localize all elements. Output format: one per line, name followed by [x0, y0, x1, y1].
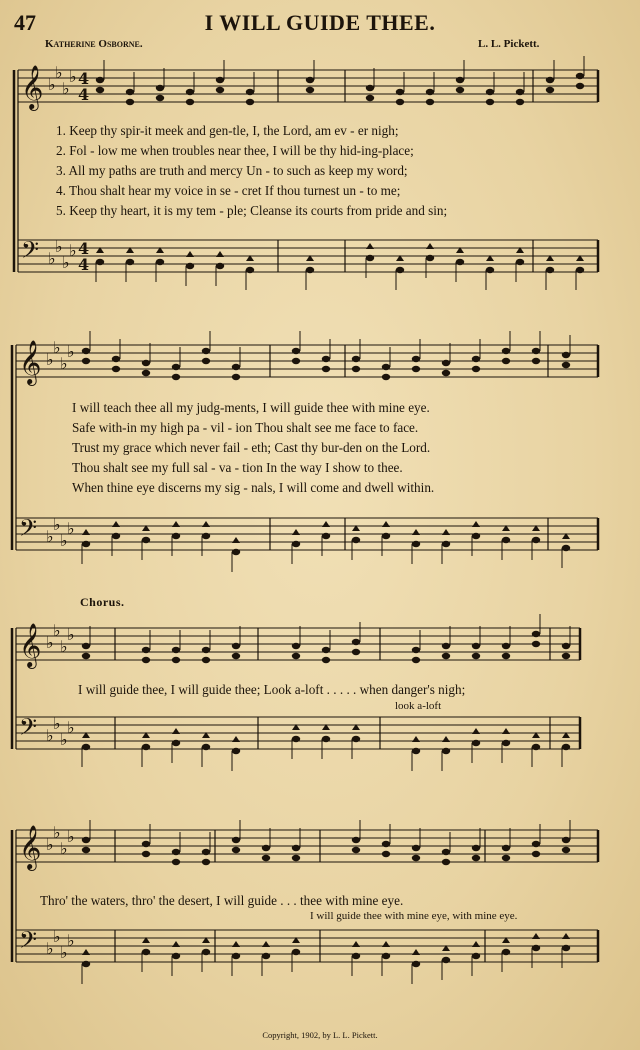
note-head [142, 949, 150, 955]
note-head [202, 744, 210, 750]
note-head [532, 841, 540, 847]
note-head [472, 845, 480, 851]
note-head [82, 358, 90, 364]
note-head [186, 99, 194, 105]
flat-icon: ♭ [67, 625, 75, 644]
note-head [502, 949, 510, 955]
note-head [382, 841, 390, 847]
note-head [306, 87, 314, 93]
flat-icon: ♭ [53, 823, 61, 842]
note-head [186, 251, 194, 257]
time-signature: 4 [78, 69, 90, 88]
note-head [202, 949, 210, 955]
note-head [486, 267, 494, 273]
note-head [396, 99, 404, 105]
note-head [562, 362, 570, 368]
flat-icon: ♭ [53, 338, 61, 357]
note-head [322, 647, 330, 653]
note-head [532, 945, 540, 951]
note-head [562, 545, 570, 551]
note-head [232, 364, 240, 370]
note-head [562, 945, 570, 951]
note-head [82, 643, 90, 649]
note-head [412, 366, 420, 372]
note-head [156, 259, 164, 265]
note-head [442, 541, 450, 547]
note-head [472, 953, 480, 959]
note-head [202, 657, 210, 663]
note-head [292, 949, 300, 955]
note-head [366, 255, 374, 261]
note-head [352, 837, 360, 843]
verse-line: 4. Thou shalt hear my voice in se - cret If thou turnest un - to me; [56, 183, 401, 198]
note-head [82, 837, 90, 843]
flat-icon: ♭ [46, 527, 54, 546]
note-head [352, 649, 360, 655]
note-head [516, 259, 524, 265]
note-head [352, 941, 360, 947]
note-head [232, 837, 240, 843]
note-head [292, 845, 300, 851]
note-head [412, 541, 420, 547]
note-head [352, 639, 360, 645]
note-head [456, 87, 464, 93]
note-head [262, 845, 270, 851]
note-head [202, 348, 210, 354]
note-head [322, 736, 330, 742]
note-head [502, 740, 510, 746]
note-head [472, 366, 480, 372]
flat-icon: ♭ [62, 253, 70, 272]
note-head [442, 653, 450, 659]
note-head [232, 748, 240, 754]
note-head [576, 267, 584, 273]
note-head [262, 941, 270, 947]
flat-icon: ♭ [46, 350, 54, 369]
note-head [382, 941, 390, 947]
note-head [472, 643, 480, 649]
note-head [142, 360, 150, 366]
note-head [442, 748, 450, 754]
chorus-label: Chorus. [80, 595, 125, 609]
hymn-title: I WILL GUIDE THEE. [204, 10, 436, 35]
note-head [412, 657, 420, 663]
note-head [292, 541, 300, 547]
time-signature: 4 [78, 239, 90, 258]
flat-icon: ♭ [67, 827, 75, 846]
author-credit: Katherine Osborne. [45, 38, 143, 50]
note-head [262, 953, 270, 959]
flat-icon: ♭ [60, 730, 68, 749]
note-head [412, 647, 420, 653]
note-head [502, 855, 510, 861]
treble-clef-icon: 𝄞 [19, 340, 42, 384]
note-head [412, 748, 420, 754]
flat-icon: ♭ [55, 237, 63, 256]
note-head [396, 267, 404, 273]
note-head [352, 366, 360, 372]
note-head [82, 529, 90, 535]
flat-icon: ♭ [67, 519, 75, 538]
note-head [292, 643, 300, 649]
note-head [562, 837, 570, 843]
composer-credit: L. L. Pickett. [478, 38, 540, 50]
note-head [292, 529, 300, 535]
verse-line: 2. Fol - low me when troubles near thee, I will be thy hid-ing-place; [56, 143, 414, 158]
note-head [366, 243, 374, 249]
flat-icon: ♭ [60, 531, 68, 550]
note-head [246, 99, 254, 105]
note-head [322, 356, 330, 362]
chorus-lyric-1: I will guide thee, I will guide thee; Look a-loft . . . . . when danger's nigh; [78, 682, 466, 697]
note-head [366, 85, 374, 91]
flat-icon: ♭ [67, 718, 75, 737]
note-head [382, 364, 390, 370]
verse-line: Thou shalt see my full sal - va - tion In the way I show to thee. [72, 460, 403, 475]
treble-clef-icon: 𝄞 [21, 65, 44, 109]
note-head [502, 348, 510, 354]
note-head [532, 641, 540, 647]
note-head [532, 348, 540, 354]
note-head [142, 537, 150, 543]
note-head [412, 961, 420, 967]
note-head [292, 358, 300, 364]
note-head [426, 99, 434, 105]
note-head [412, 529, 420, 535]
flat-icon: ♭ [60, 637, 68, 656]
note-head [172, 657, 180, 663]
chorus-bass-lyric-1: look a-loft [395, 700, 442, 712]
note-head [82, 348, 90, 354]
flat-icon: ♭ [46, 939, 54, 958]
verse-block-1 [56, 121, 447, 221]
note-head [142, 841, 150, 847]
flat-icon: ♭ [60, 839, 68, 858]
note-head [532, 851, 540, 857]
note-head [216, 77, 224, 83]
note-head [352, 356, 360, 362]
note-head [126, 99, 134, 105]
note-head [232, 953, 240, 959]
flat-icon: ♭ [46, 726, 54, 745]
note-head [546, 77, 554, 83]
note-head [216, 263, 224, 269]
note-head [172, 849, 180, 855]
note-head [546, 87, 554, 93]
note-head [306, 77, 314, 83]
note-head [502, 358, 510, 364]
note-head [262, 855, 270, 861]
note-head [216, 251, 224, 257]
note-head [172, 941, 180, 947]
note-head [246, 267, 254, 273]
chorus-bass-lyric-2: I will guide thee with mine eye, with mine eye. [310, 910, 518, 922]
note-head [532, 631, 540, 637]
flat-icon: ♭ [69, 241, 77, 260]
note-head [96, 77, 104, 83]
note-head [472, 855, 480, 861]
verse-line: I will teach thee all my judg-ments, I will guide thee with mine eye. [72, 400, 430, 415]
note-head [112, 366, 120, 372]
flat-icon: ♭ [53, 621, 61, 640]
note-head [472, 521, 480, 527]
note-head [502, 537, 510, 543]
note-head [292, 736, 300, 742]
note-head [232, 653, 240, 659]
note-head [202, 521, 210, 527]
copyright-notice: Copyright, 1902, by L. L. Pickett. [262, 1030, 378, 1040]
flat-icon: ♭ [67, 931, 75, 950]
note-head [246, 89, 254, 95]
note-head [532, 537, 540, 543]
note-head [202, 859, 210, 865]
flat-icon: ♭ [48, 249, 56, 268]
verse-line: Safe with-in my high pa - vil - ion Thou shalt see me face to face. [72, 420, 419, 435]
note-head [112, 356, 120, 362]
note-head [322, 657, 330, 663]
note-head [172, 533, 180, 539]
note-head [486, 89, 494, 95]
note-head [172, 374, 180, 380]
note-head [576, 83, 584, 89]
note-head [472, 941, 480, 947]
note-head [142, 851, 150, 857]
note-head [202, 849, 210, 855]
note-head [232, 847, 240, 853]
bass-clef-icon: 𝄢 [21, 236, 40, 269]
note-head [292, 653, 300, 659]
note-head [442, 736, 450, 742]
note-head [562, 352, 570, 358]
note-head [186, 263, 194, 269]
flat-icon: ♭ [46, 835, 54, 854]
note-head [382, 374, 390, 380]
note-head [456, 259, 464, 265]
note-head [366, 95, 374, 101]
verse-line: When thine eye discerns my sig - nals, I will come and dwell within. [72, 480, 435, 495]
flat-icon: ♭ [55, 63, 63, 82]
note-head [96, 87, 104, 93]
note-head [442, 370, 450, 376]
note-head [172, 521, 180, 527]
note-head [202, 533, 210, 539]
note-head [532, 933, 540, 939]
note-head [352, 847, 360, 853]
bass-clef-icon: 𝄢 [19, 713, 38, 746]
note-head [322, 521, 330, 527]
note-head [412, 949, 420, 955]
note-head [562, 933, 570, 939]
note-head [562, 744, 570, 750]
note-head [82, 961, 90, 967]
note-head [382, 851, 390, 857]
note-head [472, 356, 480, 362]
note-head [172, 953, 180, 959]
note-head [382, 533, 390, 539]
flat-icon: ♭ [53, 515, 61, 534]
flat-icon: ♭ [53, 714, 61, 733]
note-head [232, 736, 240, 742]
note-head [442, 360, 450, 366]
time-signature: 4 [78, 85, 90, 104]
note-head [142, 370, 150, 376]
note-head [442, 957, 450, 963]
note-head [442, 643, 450, 649]
note-head [82, 744, 90, 750]
note-head [202, 358, 210, 364]
note-head [502, 845, 510, 851]
bass-clef-icon: 𝄢 [19, 926, 38, 959]
flat-icon: ♭ [62, 79, 70, 98]
note-head [396, 89, 404, 95]
note-head [426, 255, 434, 261]
flat-icon: ♭ [69, 67, 77, 86]
note-head [126, 89, 134, 95]
note-head [456, 77, 464, 83]
note-head [172, 364, 180, 370]
note-head [82, 847, 90, 853]
note-head [292, 348, 300, 354]
note-head [352, 736, 360, 742]
note-head [562, 653, 570, 659]
note-head [112, 533, 120, 539]
flat-icon: ♭ [46, 633, 54, 652]
note-head [442, 849, 450, 855]
note-head [576, 73, 584, 79]
flat-icon: ♭ [60, 943, 68, 962]
flat-icon: ♭ [48, 75, 56, 94]
note-head [172, 859, 180, 865]
note-head [232, 941, 240, 947]
note-head [562, 847, 570, 853]
note-head [502, 643, 510, 649]
note-head [426, 89, 434, 95]
verse-line: Trust my grace which never fail - eth; Cast thy bur-den on the Lord. [72, 440, 431, 455]
flat-icon: ♭ [67, 342, 75, 361]
note-head [322, 533, 330, 539]
note-head [472, 728, 480, 734]
note-head [156, 95, 164, 101]
bass-clef-icon: 𝄢 [19, 514, 38, 547]
note-head [442, 529, 450, 535]
note-head [82, 949, 90, 955]
note-head [472, 533, 480, 539]
note-head [472, 740, 480, 746]
note-head [142, 744, 150, 750]
note-head [232, 643, 240, 649]
verse-line: 1. Keep thy spir-it meek and gen-tle, I, the Lord, am ev - er nigh; [56, 123, 399, 138]
flat-icon: ♭ [53, 927, 61, 946]
note-head [156, 85, 164, 91]
note-head [142, 647, 150, 653]
note-head [142, 657, 150, 663]
verse-block-2 [72, 398, 434, 498]
note-head [232, 537, 240, 543]
note-head [516, 99, 524, 105]
verse-line: 3. All my paths are truth and mercy Un - to such as keep my word; [56, 163, 408, 178]
flat-icon: ♭ [60, 354, 68, 373]
note-head [352, 953, 360, 959]
note-head [96, 259, 104, 265]
chorus-lyric-2: Thro' the waters, thro' the desert, I will guide . . . thee with mine eye. [40, 893, 404, 908]
note-head [292, 855, 300, 861]
note-head [532, 358, 540, 364]
note-head [232, 549, 240, 555]
note-head [412, 855, 420, 861]
note-head [412, 736, 420, 742]
note-head [82, 653, 90, 659]
note-head [202, 647, 210, 653]
treble-clef-icon: 𝄞 [19, 623, 42, 667]
note-head [516, 89, 524, 95]
note-head [426, 243, 434, 249]
note-head [546, 267, 554, 273]
note-head [502, 653, 510, 659]
verse-line: 5. Keep thy heart, it is my tem - ple; Cleanse its courts from pride and sin; [56, 203, 448, 218]
note-head [352, 537, 360, 543]
note-head [382, 521, 390, 527]
note-head [532, 744, 540, 750]
note-head [216, 87, 224, 93]
note-head [442, 859, 450, 865]
page-number: 47 [14, 10, 36, 35]
note-head [486, 99, 494, 105]
note-head [186, 89, 194, 95]
note-head [306, 267, 314, 273]
time-signature: 4 [78, 255, 90, 274]
note-head [412, 845, 420, 851]
note-head [172, 740, 180, 746]
note-head [562, 643, 570, 649]
note-head [112, 521, 120, 527]
note-head [172, 647, 180, 653]
note-head [472, 653, 480, 659]
treble-clef-icon: 𝄞 [19, 825, 42, 869]
note-head [172, 728, 180, 734]
note-head [232, 374, 240, 380]
note-head [412, 356, 420, 362]
note-head [126, 259, 134, 265]
note-head [502, 728, 510, 734]
note-head [382, 953, 390, 959]
note-head [322, 366, 330, 372]
note-head [82, 541, 90, 547]
